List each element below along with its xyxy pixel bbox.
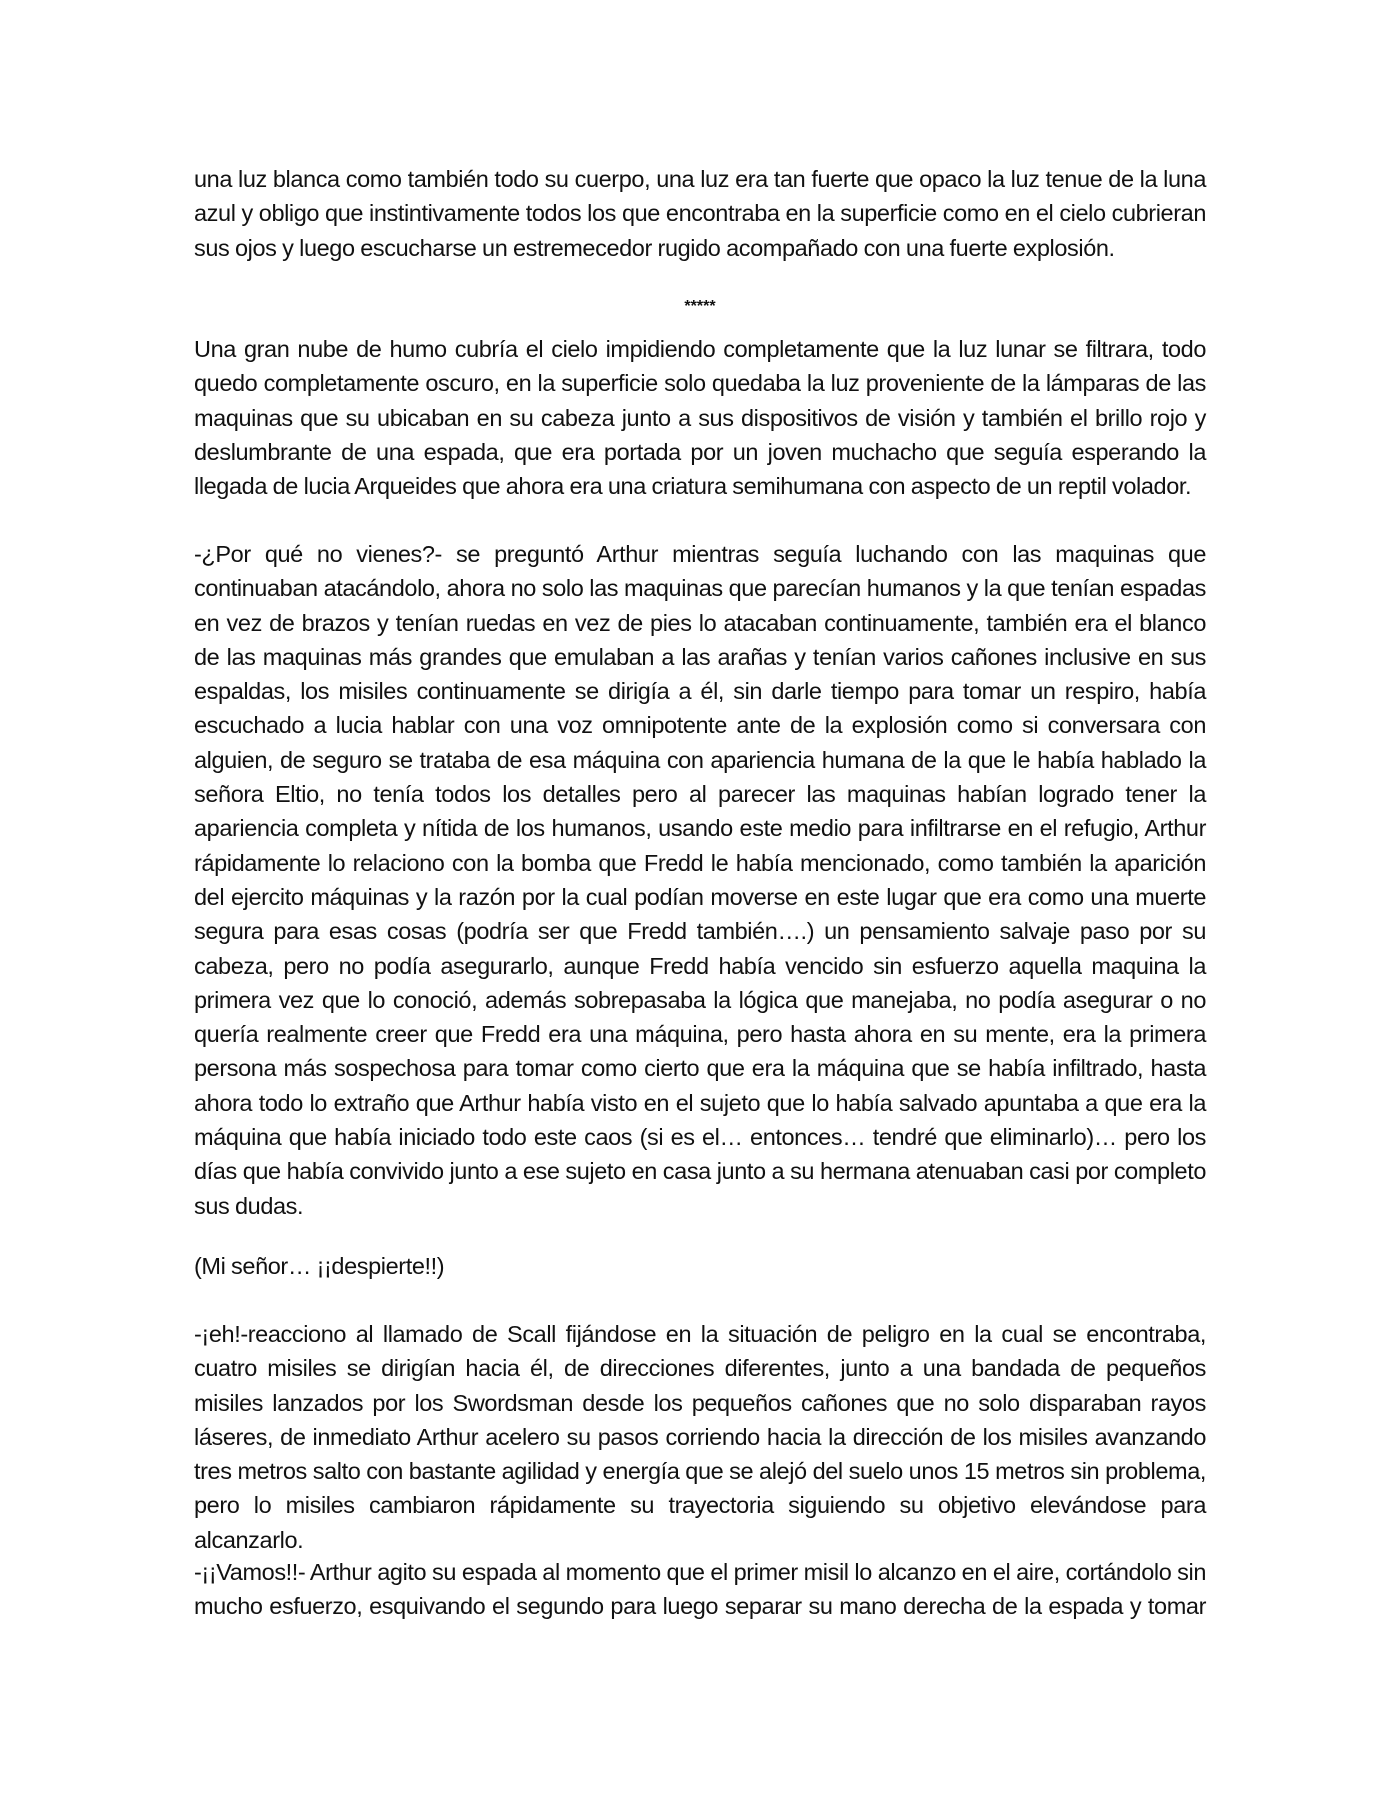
paragraph-block-1 [194,162,1206,265]
paragraph-5: -¡eh!-reacciono al llamado de Scall fijándose en la situación de peligro en la cual se encontraba, cuatro misiles se dirigían hacia él, de direcciones diferentes, junto a una bandada de pequeños misiles lanzados por los Swordsman desde los pequeños cañones que no solo disparaban rayos láseres, de inmediato Arthur acelero su pasos corriendo hacia la dirección de los misiles avanzando tres metros salto con bastante agilidad y energía que se alejó del suelo unos 15 metros sin problema, pero lo misiles cambiaron rápidamente su trayectoria siguiendo su objetivo elevándose para alcanzarlo. [194,1321,1206,1553]
paragraph-block-2 [194,332,1206,503]
paragraph-3: -¿Por qué no vienes?- se preguntó Arthur mientras seguía luchando con las maquinas que continuaban atacándolo, ahora no solo las maquinas que parecían humanos y la que tenían espadas en vez de brazos y tenían ruedas en vez de pies lo atacaban continuamente, también era el blanco de las maquinas más grandes que emulaban a las arañas y tenían varios cañones inclusive en sus espaldas, los misiles continuamente se dirigía a él, sin darle tiempo para tomar un respiro, había escuchado a lucia hablar con una voz omnipotente ante de la explosión como si conversara con alguien, de seguro se trataba de esa máquina con apariencia humana de la que le había hablado la señora Eltio, no tenía todos los detalles pero al parecer las maquinas habían logrado tener la apariencia completa y nítida de los humanos, usando este medio para infiltrarse en el refugio, Arthur rápidamente lo relaciono con la bomba que Fredd le había mencionado, como también la aparición del ejercito máquinas y la razón por la cual podían moverse en este lugar que era como una muerte segura para esas cosas (podría ser que Fredd también….) un pensamiento salvaje paso por su cabeza, pero no podía asegurarlo, aunque Fredd había vencido sin esfuerzo aquella maquina la primera vez que lo conoció, además sobrepasaba la lógica que manejaba, no podía asegurar o no quería realmente creer que Fredd era una máquina, pero hasta ahora en su mente, era la primera persona más sospechosa para tomar como cierto que era la máquina que se había infiltrado, hasta ahora todo lo extraño que Arthur había visto en el sujeto que lo había salvado apuntaba a que era la máquina que había iniciado todo este caos (si es el… entonces… tendré que eliminarlo)… pero los días que había convivido junto a ese sujeto en casa junto a su hermana atenuaban casi por completo sus dudas. [194,541,1206,1219]
paragraph-4: (Mi señor… ¡¡despierte!!) [194,1253,445,1279]
paragraph-block-4 [194,1249,1206,1283]
paragraph-1: una luz blanca como también todo su cuerpo, una luz era tan fuerte que opaco la luz tenue de la luna azul y obligo que instintivamente todos los que encontraba en la superficie como en el cielo cubrieran sus ojos y luego escucharse un estremecedor rugido acompañado con una fuerte explosión. [194,166,1206,261]
paragraph-2: Una gran nube de humo cubría el cielo impidiendo completamente que la luz lunar se filtrara, todo quedo completamente oscuro, en la superficie solo quedaba la luz proveniente de la lámparas de las maquinas que su ubicaban en su cabeza junto a sus dispositivos de visión y también el brillo rojo y deslumbrante de una espada, que era portada por un joven muchacho que seguía esperando la llegada de lucia Arqueides que ahora era una criatura semihumana con aspecto de un reptil volador. [194,336,1206,500]
paragraph-block-6 [194,1555,1206,1624]
paragraph-block-3 [194,537,1206,1223]
paragraph-block-5 [194,1317,1206,1557]
section-separator: ***** [684,298,716,315]
paragraph-6: -¡¡Vamos!!- Arthur agito su espada al momento que el primer misil lo alcanzo en el aire, cortándolo sin mucho esfuerzo, esquivando el segundo para luego separar su mano derecha de la espada y tomar [194,1559,1206,1620]
